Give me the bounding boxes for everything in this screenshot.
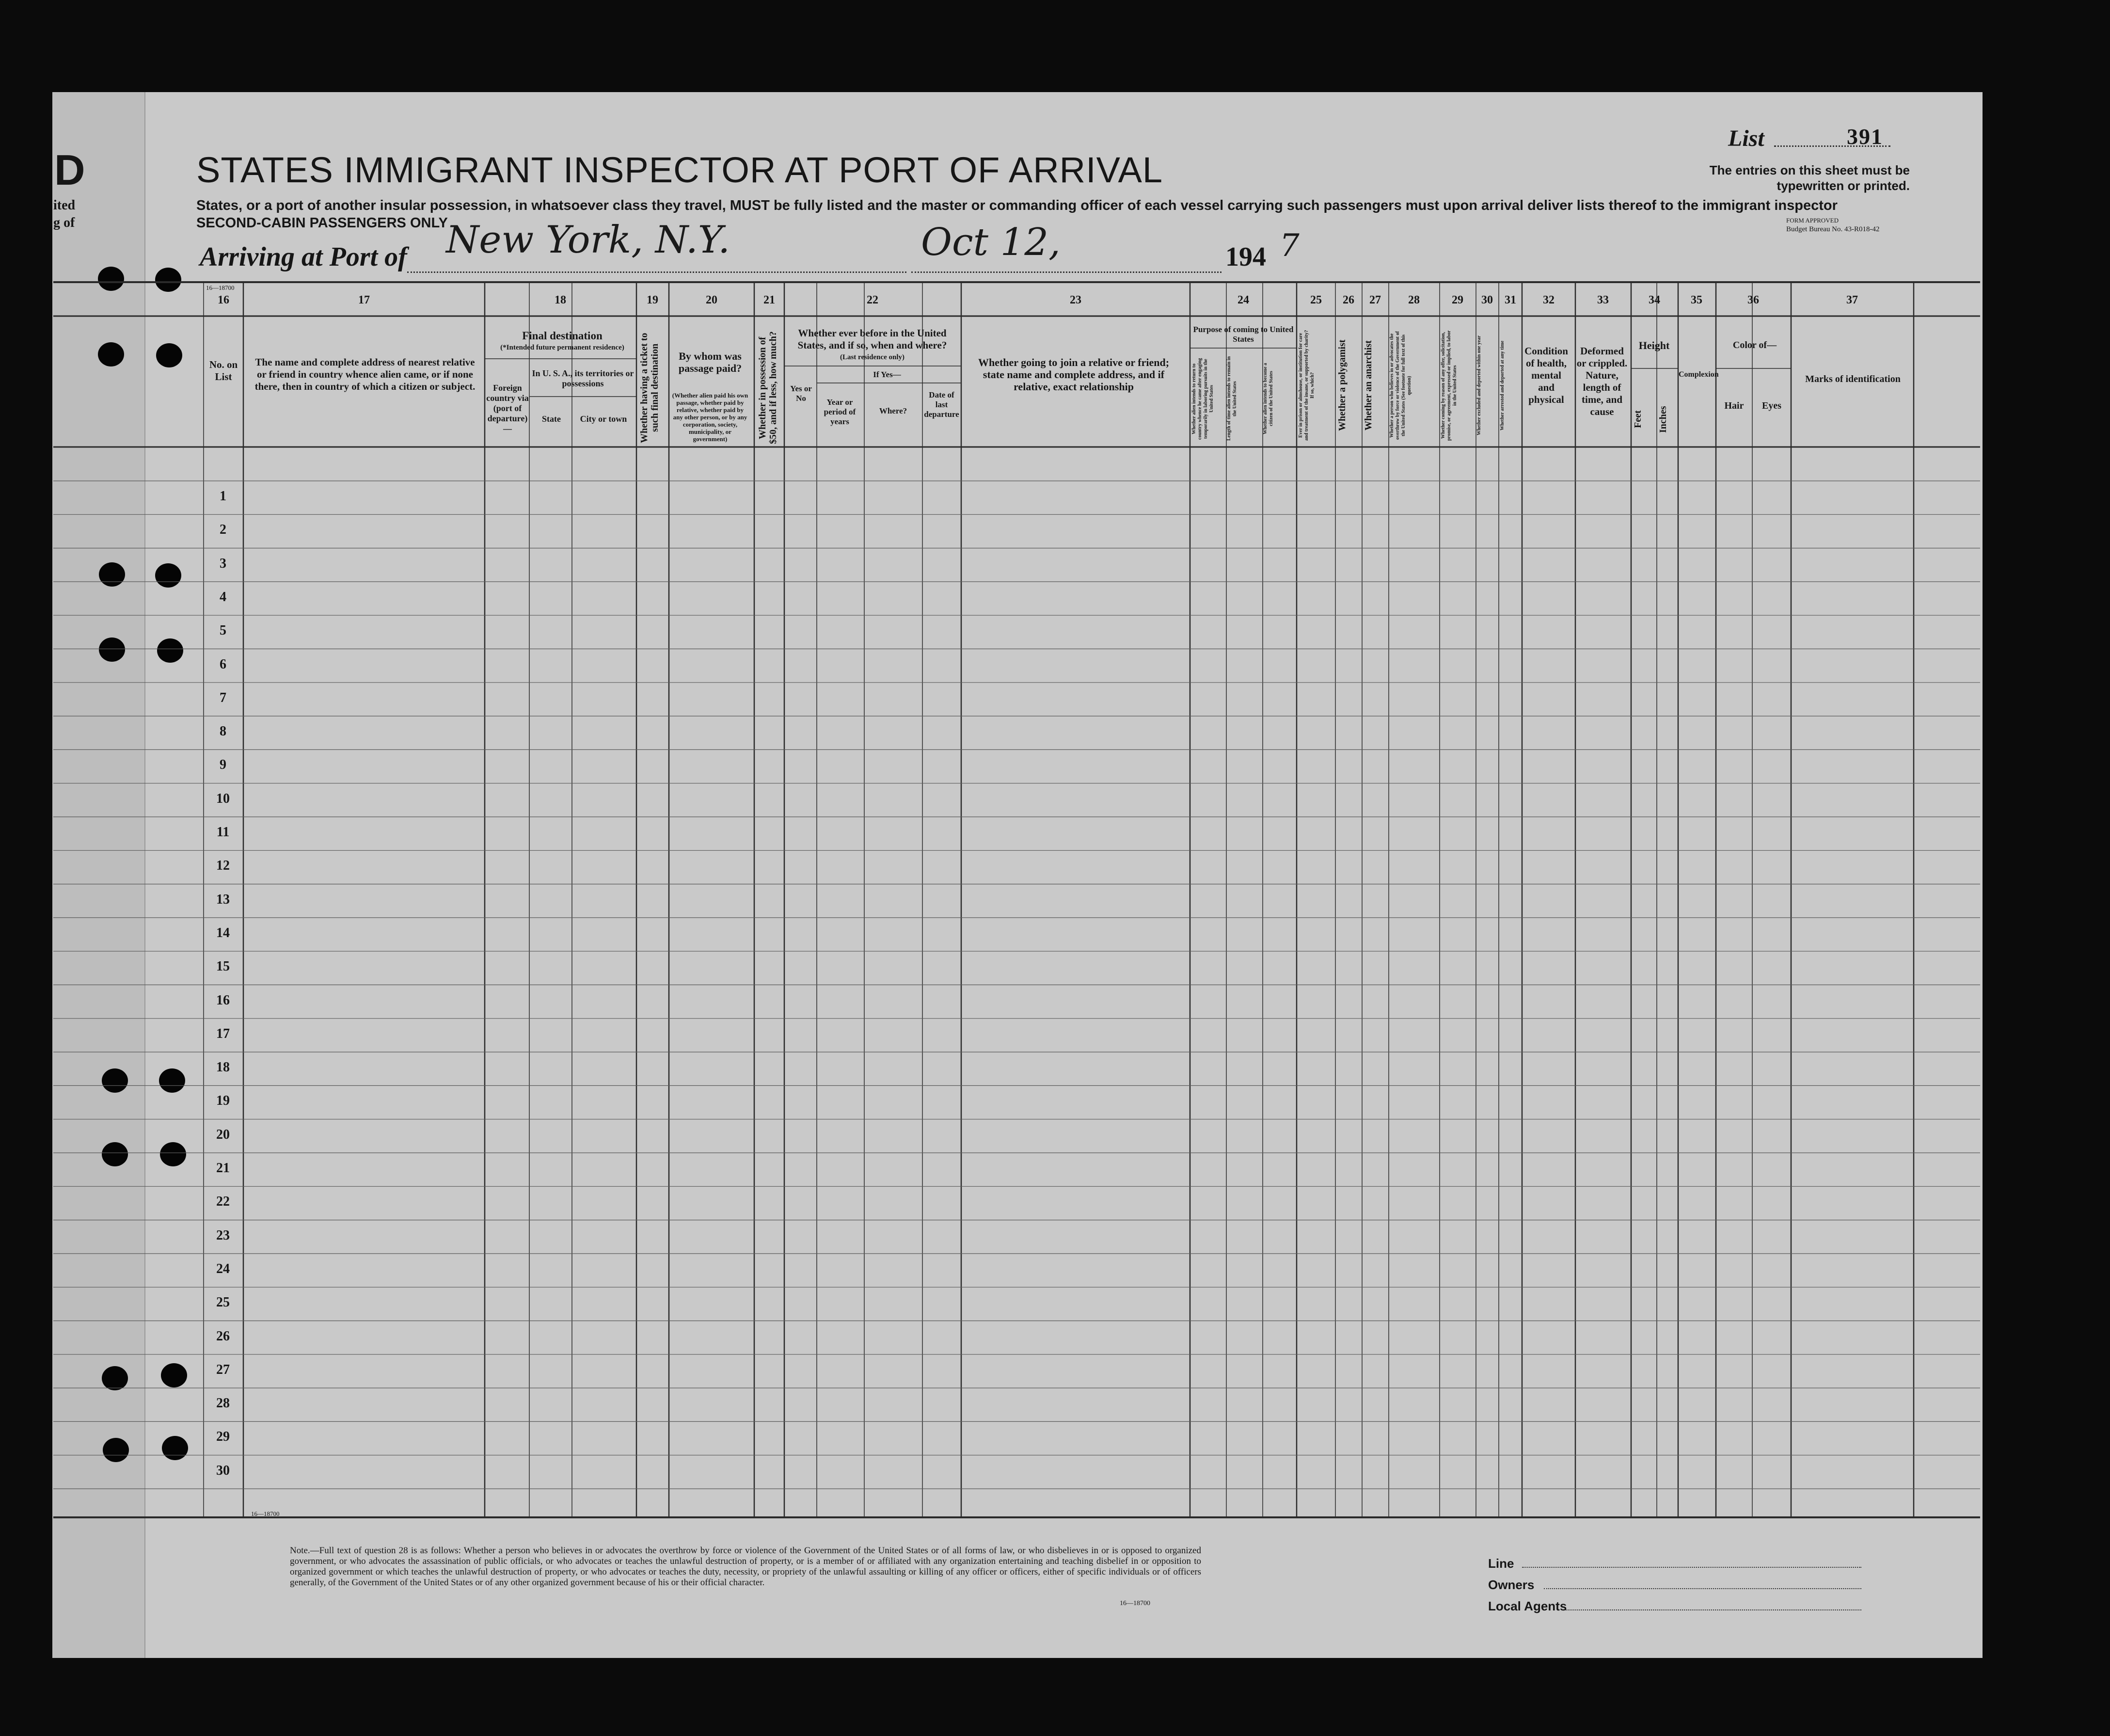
port-handwritten: New York, N.Y. — [446, 218, 730, 262]
header-feet: Feet — [1633, 410, 1643, 429]
local-agents-field[interactable] — [1566, 1609, 1861, 1610]
footnote-form-code: 16—18700 — [1120, 1600, 1150, 1607]
header-yes-or-no: Yes or No — [790, 384, 812, 403]
row-number: 16 — [216, 992, 230, 1008]
column-number: 33 — [1597, 294, 1609, 306]
column-number: 37 — [1846, 294, 1858, 306]
row-number: 11 — [216, 825, 230, 840]
row-number: 3 — [220, 556, 226, 571]
column-number: 25 — [1310, 294, 1322, 306]
row-number: 6 — [220, 656, 226, 672]
row-number: 21 — [216, 1161, 230, 1176]
header-prison: Ever in prison or almshouse, or institution for care and treatment of the insane, or supported by charity? If so, which? — [1298, 330, 1315, 441]
column-number: 23 — [1070, 294, 1081, 306]
header-polygamist: Whether a polygamist — [1337, 339, 1348, 431]
page-fragment-letter: D — [54, 146, 85, 194]
row-number: 29 — [216, 1429, 230, 1445]
header-last-residence: (Last residence only) — [840, 353, 905, 361]
row-number: 24 — [216, 1261, 230, 1276]
column-number: 26 — [1343, 294, 1354, 306]
column-number: 21 — [763, 294, 775, 306]
list-number: 391 — [1847, 124, 1883, 149]
column-number: 20 — [706, 294, 717, 306]
header-marks: Marks of identification — [1805, 374, 1901, 384]
header-purpose-return: Whether alien intends to return to country whence he came after engaging temporarily in laboring pursuits in the United States — [1191, 358, 1214, 440]
column-number: 34 — [1649, 294, 1660, 306]
header-ever-before: Whether ever before in the United States, and if so, when and where? — [797, 327, 947, 351]
header-in-usa: In U. S. A., its territories or possessions — [532, 368, 634, 388]
column-number: 22 — [867, 294, 878, 306]
header-foreign-country: Foreign country via (port of departure)— — [486, 383, 529, 433]
header-nearest-relative: The name and complete address of nearest relative or friend in country whence alien came, or if none there, then in country of which a citizen or subject. — [254, 356, 476, 392]
row-number: 5 — [220, 623, 226, 638]
column-number: 35 — [1691, 294, 1702, 306]
header-if-yes: If Yes— — [873, 370, 901, 379]
header-excluded: Whether excluded and deported within one year — [1476, 335, 1482, 435]
column-number: 30 — [1481, 294, 1493, 306]
line-field[interactable] — [1522, 1567, 1861, 1568]
row-number: 28 — [216, 1396, 230, 1411]
row-number: 25 — [216, 1295, 230, 1310]
row-number: 26 — [216, 1328, 230, 1344]
row-number: 1 — [220, 489, 226, 504]
form-code-top: 16—18700 — [206, 284, 235, 291]
row-number: 9 — [220, 757, 226, 773]
question-28-footnote: Note.—Full text of question 28 is as follows: Whether a person who believes in or advocates the overthrow by force or violence of the Government of the United States or of all forms of law, or who disbelieves in or is opposed to organized government, or who advocates the assassination of public officials, or who advocates or teaches the unlawful destruction of property, or is a member of or affiliated with any organization entertaining and teaching disbelief in or opposition to organized government or which teaches the unlawful destruction of property, or who advocates or teaches the duty, necessity, or propriety of the unlawful assaulting or killing of any officer or officers, either of specific individuals or of officers generally, of the Government of the United States or of any other organized government because of his or their official character. — [290, 1545, 1201, 1588]
column-number: 27 — [1369, 294, 1381, 306]
row-number: 14 — [216, 925, 230, 940]
header-purpose: Purpose of coming to United States — [1193, 325, 1294, 344]
date-handwritten: Oct 12, — [921, 221, 1061, 264]
form-approved-line1: FORM APPROVED — [1786, 217, 1839, 224]
header-height: Height — [1638, 339, 1670, 351]
page-fragment-text-2: g of — [53, 215, 75, 230]
column-number: 16 — [218, 294, 229, 306]
header-final-destination: Final destination — [522, 330, 603, 342]
row-number: 30 — [216, 1463, 230, 1478]
header-color: Color of— — [1732, 340, 1777, 350]
owners-field[interactable] — [1544, 1588, 1861, 1589]
header-anarchist: Whether an anarchist — [1363, 340, 1374, 430]
header-ticket: Whether having a ticket to such final destination — [639, 333, 660, 443]
row-number: 2 — [220, 522, 226, 538]
row-number: 20 — [216, 1127, 230, 1142]
header-arrested: Whether arrested and deported at any time — [1500, 340, 1505, 430]
year-handwritten: 7 — [1280, 228, 1300, 264]
list-label: List — [1728, 126, 1764, 151]
header-purpose-citizen: Whether alien intends to become a citizen of the United States — [1263, 363, 1274, 435]
column-number: 36 — [1747, 294, 1759, 306]
column-number: 18 — [555, 294, 566, 306]
header-overthrow: Whether a person who believes in or advocates the overthrow by force or violence of the Government of the United States (See footnote for full text of this question) — [1389, 331, 1412, 440]
owners-label: Owners — [1488, 1577, 1535, 1592]
header-deformed: Deformed or crippled. Nature, length of time, and cause — [1576, 345, 1628, 417]
year-printed: 194 — [1225, 242, 1266, 272]
row-number: 22 — [216, 1194, 230, 1210]
row-number: 23 — [216, 1227, 230, 1243]
header-purpose-length: Length of time alien intends to remain in the United States — [1226, 356, 1237, 441]
form-instructions: States, or a port of another insular possession, in whatsoever class they travel, MUST be fully listed and the master or commanding officer of each vessel carrying such passengers must upon arrival deliver lists thereof to the immigrant inspector — [196, 198, 1838, 213]
row-number: 27 — [216, 1362, 230, 1377]
row-number: 10 — [216, 791, 230, 806]
header-fifty-dollars: Whether in possession of $50, and if less, how much? — [757, 331, 778, 445]
page-fragment-text-1: ited — [53, 198, 76, 213]
column-number: 28 — [1408, 294, 1420, 306]
row-number: 18 — [216, 1060, 230, 1075]
typewritten-notice: The entries on this sheet must be typewritten or printed. — [1709, 163, 1910, 193]
row-number: 13 — [216, 892, 230, 907]
header-year: Year or period of years — [824, 398, 856, 426]
header-inches: Inches — [1658, 406, 1668, 433]
row-number: 8 — [220, 724, 226, 739]
row-number: 15 — [216, 959, 230, 974]
header-hair: Hair — [1724, 400, 1744, 411]
row-number: 7 — [220, 690, 226, 705]
header-final-destination-note: (*Intended future permanent residence) — [500, 344, 624, 351]
column-number: 32 — [1543, 294, 1555, 306]
row-number: 17 — [216, 1026, 230, 1041]
header-passage-note: (Whether alien paid his own passage, whether paid by relative, whether paid by any other person, or by any corporation, society, municipality, or government) — [672, 392, 748, 443]
row-number: 12 — [216, 858, 230, 874]
line-label: Line — [1488, 1556, 1514, 1571]
header-join-relative: Whether going to join a relative or friend; state name and complete address, and if relative, exact relationship — [978, 356, 1170, 393]
form-code-bottom: 16—18700 — [251, 1510, 280, 1517]
header-contract-labor: Whether coming by reason of any offer, solicitation, promise, or agreement, expressed or implied, to labor in the United States — [1441, 330, 1458, 441]
column-number: 17 — [358, 294, 370, 306]
arriving-label: Arriving at Port of — [200, 242, 407, 272]
local-agents-label: Local Agents — [1488, 1599, 1567, 1613]
passenger-class: SECOND-CABIN PASSENGERS ONLY — [196, 215, 448, 231]
header-last-departure: Date of last departure — [924, 390, 959, 419]
column-number: 19 — [647, 294, 658, 306]
column-number: 24 — [1237, 294, 1249, 306]
form-title: STATES IMMIGRANT INSPECTOR AT PORT OF ARRIVAL — [196, 150, 1163, 190]
header-state: State — [542, 414, 561, 424]
header-where: Where? — [879, 406, 907, 415]
header-health: Condition of health, mental and physical — [1524, 345, 1568, 405]
form-approved-line2: Budget Bureau No. 43-R018-42 — [1786, 225, 1880, 233]
header-eyes: Eyes — [1762, 400, 1781, 411]
header-city: City or town — [580, 414, 627, 424]
column-number: 31 — [1505, 294, 1516, 306]
header-complexion: Complexion — [1679, 370, 1719, 379]
header-no-on-list: No. on List — [209, 359, 238, 382]
row-number: 4 — [220, 589, 226, 605]
row-number: 19 — [216, 1093, 230, 1109]
header-passage-paid: By whom was passage paid? — [678, 350, 742, 374]
column-number: 29 — [1452, 294, 1463, 306]
